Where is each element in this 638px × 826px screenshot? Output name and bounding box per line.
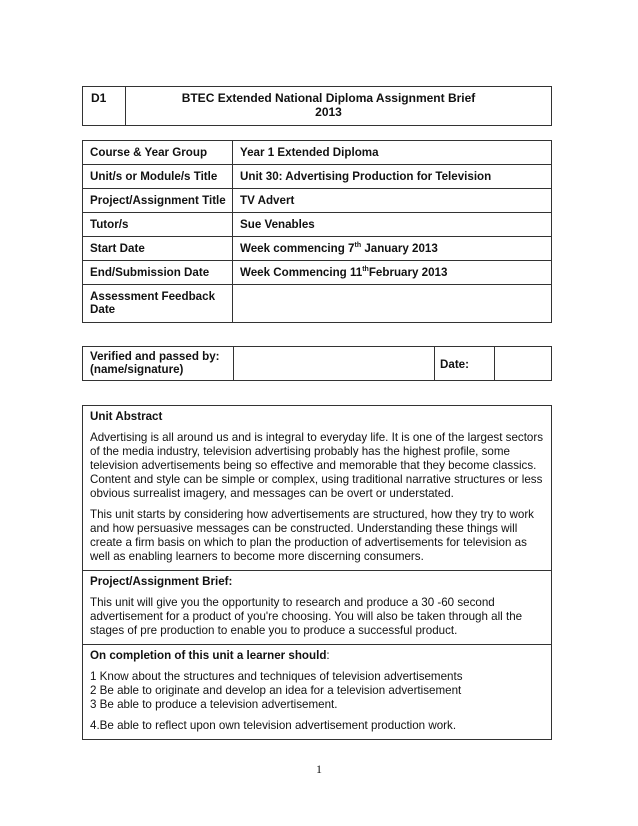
verified-by-label: Verified and passed by: (name/signature) bbox=[83, 347, 234, 381]
learning-outcomes-section bbox=[83, 645, 552, 740]
unit-details-table bbox=[82, 405, 552, 740]
learning-outcomes-heading bbox=[90, 649, 545, 663]
page-number: 1 bbox=[316, 762, 322, 776]
info-row bbox=[83, 165, 552, 189]
assignment-title-line1: BTEC Extended National Diploma Assignment Brief bbox=[181, 91, 476, 105]
learning-outcome-item: 1 Know about the structures and techniques of television advertisements bbox=[90, 670, 463, 683]
assignment-title-line2: 2013 bbox=[315, 105, 342, 119]
start-date-pre: Week commencing 7 bbox=[240, 242, 355, 255]
start-date-sup: th bbox=[354, 242, 362, 249]
info-value: Unit 30: Advertising Production for Television bbox=[233, 165, 552, 189]
info-label: Assessment Feedback Date bbox=[83, 285, 233, 323]
info-label: Course & Year Group bbox=[83, 141, 233, 165]
assignment-brief-section bbox=[83, 571, 552, 645]
info-row bbox=[83, 141, 552, 165]
learning-outcome-item: 2 Be able to originate and develop an idea for a television advertisement bbox=[90, 684, 462, 697]
date-label: Date: bbox=[435, 347, 495, 381]
learning-outcomes-colon: : bbox=[326, 649, 330, 662]
date-field[interactable] bbox=[495, 347, 552, 381]
info-label: Start Date bbox=[83, 237, 233, 261]
assignment-code: D1 bbox=[83, 87, 126, 126]
end-date-sup: th bbox=[362, 266, 369, 273]
info-row bbox=[83, 285, 552, 323]
info-value: Year 1 Extended Diploma bbox=[233, 141, 552, 165]
end-date-value bbox=[233, 261, 552, 285]
learning-outcomes-list bbox=[90, 670, 545, 712]
info-row bbox=[83, 213, 552, 237]
end-date-post: February 2013 bbox=[368, 266, 448, 279]
info-value bbox=[233, 285, 552, 323]
assignment-title bbox=[126, 87, 552, 126]
course-info-table bbox=[82, 140, 552, 323]
info-row bbox=[83, 237, 552, 261]
start-date-post: January 2013 bbox=[361, 242, 438, 255]
verified-by-field[interactable] bbox=[234, 347, 435, 381]
learning-outcome-item: 3 Be able to produce a television advertisement. bbox=[90, 698, 338, 711]
info-row bbox=[83, 261, 552, 285]
learning-outcome-item: 4.Be able to reflect upon own television advertisement production work. bbox=[90, 719, 457, 732]
info-value: Sue Venables bbox=[233, 213, 552, 237]
info-row bbox=[83, 189, 552, 213]
start-date-value bbox=[233, 237, 552, 261]
unit-abstract-para: Advertising is all around us and is integral to everyday life. It is one of the largest sectors of the media industry, television advertising probably has the highest profile, some television advertisements being so effective and memorable that they become classics. Content and style can be simple or complex, using traditional narrative structures or less obvious surrealist imagery, and messages can be overt or understated. bbox=[90, 431, 544, 500]
info-label: End/Submission Date bbox=[83, 261, 233, 285]
learning-outcomes-heading-text: On completion of this unit a learner should bbox=[90, 649, 327, 662]
info-label: Unit/s or Module/s Title bbox=[83, 165, 233, 189]
end-date-pre: Week Commencing 11 bbox=[240, 266, 363, 279]
unit-abstract-section bbox=[83, 406, 552, 571]
unit-abstract-heading: Unit Abstract bbox=[90, 410, 163, 423]
assignment-header-table bbox=[82, 86, 552, 126]
info-label: Tutor/s bbox=[83, 213, 233, 237]
info-value: TV Advert bbox=[233, 189, 552, 213]
unit-abstract-para: This unit starts by considering how advertisements are structured, how they try to work and how persuasive messages can be constructed. Understanding these things will create a firm basis on which to plan the production of advertisements for television as well as enabling learners to become more discerning consumers. bbox=[90, 508, 534, 563]
verification-table bbox=[82, 346, 552, 381]
assignment-brief-text: This unit will give you the opportunity to research and produce a 30 -60 second advertisement for a product of you're choosing. You will also be taken through all the stages of pre production to enable you to produce a successful product. bbox=[90, 596, 523, 637]
assignment-brief-heading: Project/Assignment Brief: bbox=[90, 575, 233, 588]
info-label: Project/Assignment Title bbox=[83, 189, 233, 213]
